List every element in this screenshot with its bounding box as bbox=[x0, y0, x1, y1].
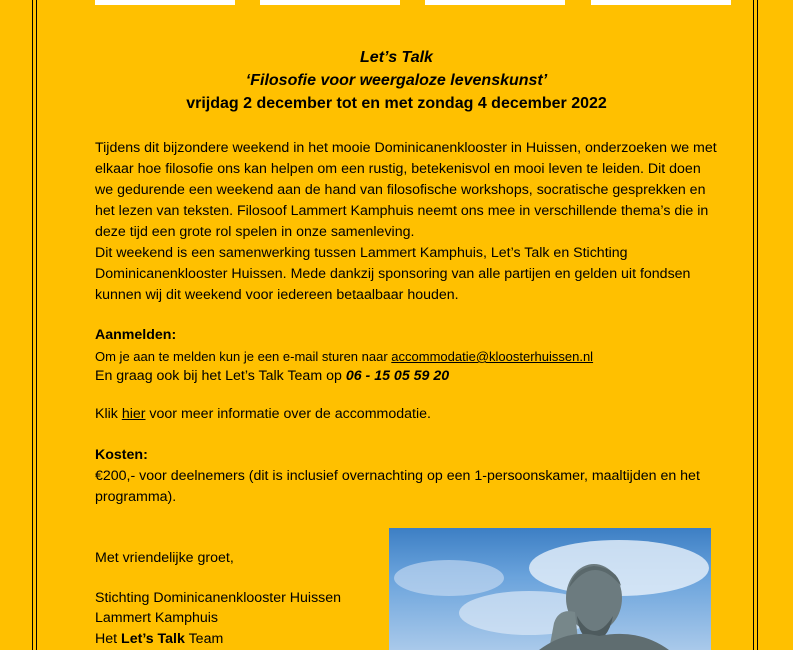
signature-3 bbox=[95, 629, 375, 650]
register-heading: Aanmelden: bbox=[95, 327, 177, 343]
intro-section bbox=[95, 138, 720, 306]
email-link[interactable]: accommodatie@kloosterhuissen.nl bbox=[391, 349, 594, 364]
register-line-1 bbox=[95, 346, 720, 367]
sig3-suffix: Team bbox=[184, 631, 224, 647]
info-prefix: Klik bbox=[95, 406, 122, 422]
closing-greeting: Met vriendelijke groet, bbox=[95, 550, 234, 566]
top-box-4 bbox=[591, 0, 731, 5]
register-text: Om je aan te melden kun je een e-mail sturen naar bbox=[95, 349, 392, 364]
costs-heading: Kosten: bbox=[95, 447, 148, 463]
intro-paragraph-2: Dit weekend is een samenwerking tussen Lammert Kamphuis, Let’s Talk en Stichting Dominicanenklooster Huissen. Mede dankzij sponsoring van alle partijen en gelden uit fondsen kunnen wij dit weekend voor iedereen betaalbaar houden. bbox=[95, 245, 691, 303]
register-line-2 bbox=[95, 366, 720, 387]
costs-text: €200,- voor deelnemers (dit is inclusief overnachting op een 1-persoonskamer, maaltijden en het programma). bbox=[95, 468, 700, 505]
intro-paragraph-1: Tijdens dit bijzondere weekend in het mooie Dominicanenklooster in Huissen, onderzoeken we met elkaar hoe filosofie ons kan helpen om een rustig, betekenisvol en mooi leven te leiden. Dit doen we gedurende een weekend aan de hand van filosofische workshops, socratische gesprekken en het lezen van teksten. Filosoof Lammert Kamphuis neemt ons mee in verschillende thema’s die in deze tijd een grote rol spelen in onze samenleving. bbox=[95, 140, 717, 240]
top-box-1 bbox=[95, 0, 235, 5]
phone-text: En graag ook bij het Let’s Talk Team op bbox=[95, 368, 346, 384]
event-date: vrijdag 2 december tot en met zondag 4 december 2022 bbox=[186, 95, 607, 112]
philosopher-statue-photo bbox=[389, 528, 711, 650]
signature-2: Lammert Kamphuis bbox=[95, 610, 219, 626]
info-suffix: voor meer informatie over de accommodatie. bbox=[145, 406, 431, 422]
info-link[interactable]: hier bbox=[121, 406, 146, 422]
sig3-prefix: Het bbox=[95, 631, 122, 647]
top-box-2 bbox=[260, 0, 400, 5]
statue-icon bbox=[389, 528, 711, 650]
phone-number: 06 - 15 05 59 20 bbox=[345, 368, 450, 384]
sig3-bold: Let’s Talk bbox=[121, 631, 185, 647]
event-subtitle: ‘Filosofie voor weergaloze levenskunst’ bbox=[245, 72, 548, 89]
signature-1: Stichting Dominicanenklooster Huissen bbox=[95, 590, 342, 606]
event-title: Let’s Talk bbox=[360, 49, 433, 66]
top-box-3 bbox=[425, 0, 565, 5]
info-line bbox=[95, 404, 720, 425]
